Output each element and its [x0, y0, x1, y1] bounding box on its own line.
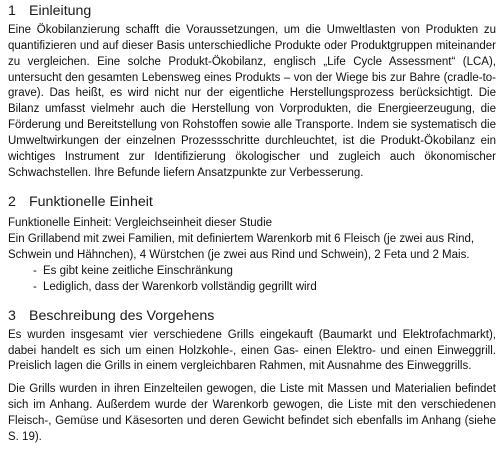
bullet-dash: - [33, 280, 37, 293]
section-title: Funktionelle Einheit [29, 194, 153, 211]
bullet-dash: - [33, 264, 37, 277]
functional-unit-description: Ein Grillabend mit zwei Familien, mit definiertem Warenkorb mit 6 Fleisch (je zwei aus Rind, Schwein und Hähnchen), 4 Würstchen (je zwei aus Rind und Schwein), 2 Feta und 2 Mais. [8, 233, 475, 262]
section-heading-einleitung [8, 2, 496, 20]
section-heading-funktionelle-einheit [8, 193, 496, 211]
section-paragraph: Eine Ökobilanzierung schafft die Voraussetzungen, um die Umweltlasten von Produkten zu quantifizieren und auf dieser Basis unterschiedliche Produkte oder Produktgruppen miteinander zu vergleichen. Eine solche Produkt-Ökobilanz, englisch „Life Cycle Assessment“ (LCA), untersucht den gesamten Lebensweg eines Produkts – von der Wiege bis zur Bahre (cradle-to-grave). Das heißt, es wird nicht nur der eigentliche Herstellungsprozess berücksichtigt. Die Bilanz umfasst vielmehr auch die Herstellung von Vorprodukten, die Energieerzeugung, die Förderung und Bereitstellung von Rohstoffen sowie alle Transporte. Indem sie systematisch die Umweltwirkungen der einzelnen Prozessschritte durchleuchtet, ist die Produkt-Ökobilanz ein wichtiges Instrument zur Identifizierung ökologischer und zugleich auch ökonomischer Schwachstellen. Ihre Befunde liefern Ansatzpunkte zur Verbesserung. [8, 24, 496, 179]
section-number: 1 [8, 3, 16, 19]
section-number: 3 [8, 307, 16, 324]
functional-unit-definition: Funktionelle Einheit: Vergleichseinheit dieser Studie [8, 217, 273, 230]
section-number: 2 [8, 194, 16, 211]
list-item [33, 264, 496, 280]
list-item-text: Es gibt keine zeitliche Einschränkung [43, 264, 233, 277]
section-title: Einleitung [29, 3, 92, 19]
list-item-text: Lediglich, dass der Warenkorb vollständig gegrillt wird [43, 280, 317, 293]
section-heading-beschreibung [8, 307, 496, 325]
document-page [8, 2, 496, 446]
section-paragraph: Es wurden insgesamt vier verschiedene Grills eingekauft (Baumarkt und Elektrofachmarkt), dabei handelt es sich um einen Holzkohle-, einen Gas- einen Elektro- und einen Einweggrill. Preislich lagen die Grills in einem vergleichbaren Rahmen, mit Ausnahme des Einweggrills. [8, 328, 496, 373]
section-body [8, 216, 496, 295]
section-paragraph: Die Grills wurden in ihren Einzelteilen gewogen, die Liste mit Massen und Materialien befindet sich im Anhang. Außerdem wurde der Warenkorb gewogen, die Liste mit den verschiedenen Fleisch-, Gemüse und Käsesorten und deren Gewicht befindet sich ebenfalls im Anhang (siehe S. 19). [8, 383, 496, 443]
bullet-list [8, 264, 496, 296]
list-item [33, 280, 496, 296]
section-title: Beschreibung des Vorgehens [29, 307, 215, 324]
